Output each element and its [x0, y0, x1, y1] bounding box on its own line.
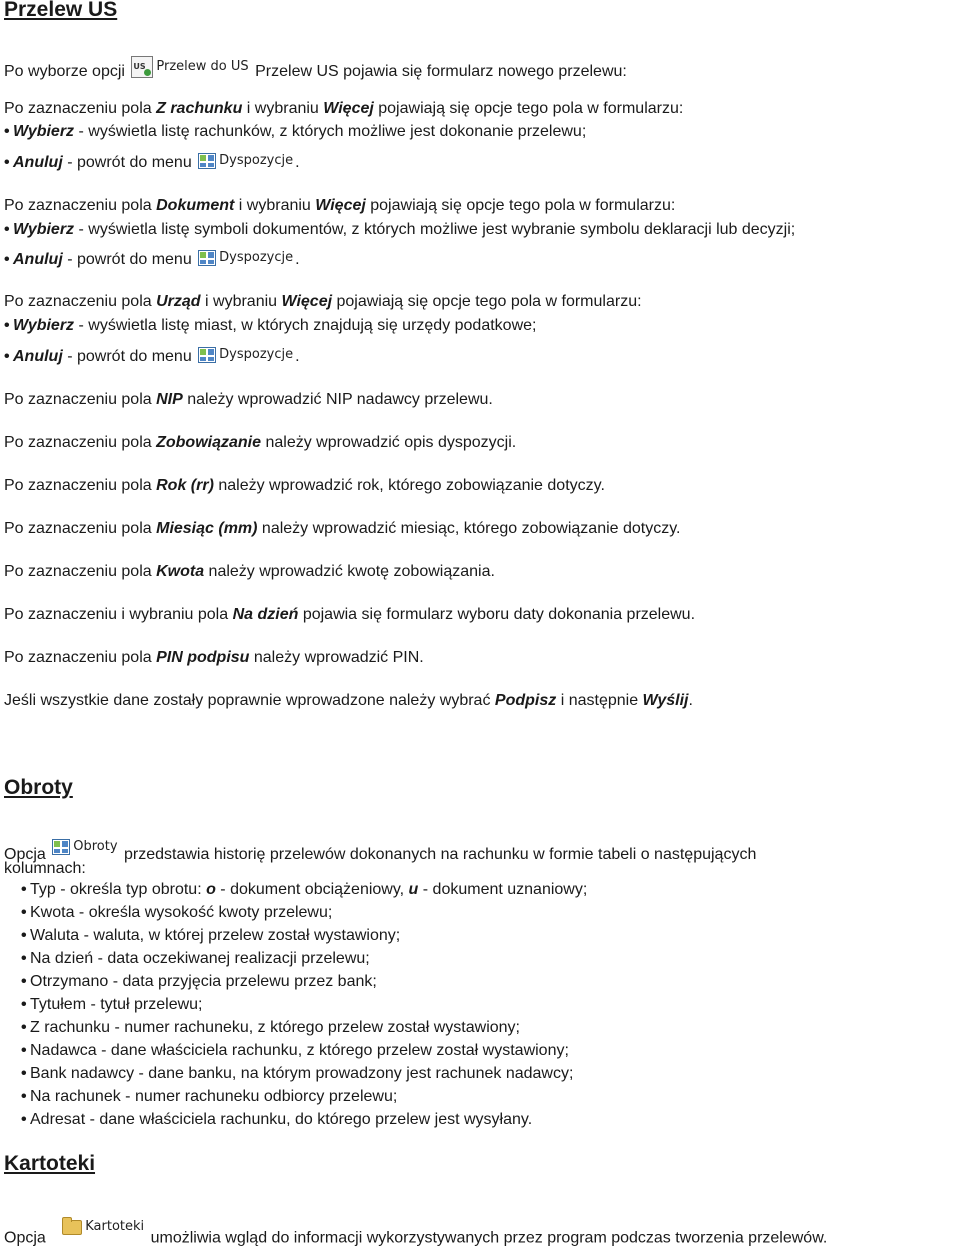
bullet-icon: • [21, 1065, 27, 1082]
anuluj-option: Anuluj [13, 154, 63, 171]
field-name: NIP [156, 391, 183, 408]
type-code-u: u [408, 881, 419, 898]
text: należy wprowadzić NIP nadawcy przelewu. [182, 391, 493, 408]
text: Po zaznaczeniu pola [4, 197, 157, 214]
text: pojawia się formularz wyboru daty dokonania przelewu. [298, 606, 696, 623]
list-item [21, 903, 332, 923]
text: przedstawia historię przelewów dokonanych na rachunku w formie tabeli o następujących [124, 846, 757, 863]
list-item [21, 880, 587, 900]
field-name: PIN podpisu [156, 649, 250, 666]
text: należy wprowadzić rok, którego zobowiązanie dotyczy. [213, 477, 605, 494]
kartoteki-label: Kartoteki [85, 1219, 145, 1234]
bullet-icon: • [4, 348, 10, 365]
wiecej-option: Więcej [281, 293, 333, 310]
list-item [21, 995, 203, 1015]
list-item [4, 247, 300, 270]
text: . [688, 692, 693, 709]
text: należy wprowadzić PIN. [249, 649, 424, 666]
list-item [4, 316, 536, 336]
text: i wybraniu [242, 100, 324, 117]
list-item [21, 1064, 573, 1084]
bullet-icon: • [4, 221, 10, 238]
list-item [21, 1110, 532, 1130]
text: - powrót do menu [62, 251, 192, 268]
bullet-icon: • [21, 950, 27, 967]
dokument-paragraph [4, 196, 675, 216]
type-code-o: o [206, 881, 216, 898]
dyspozycje-menu-button[interactable] [196, 247, 295, 269]
dyspozycje-label: Dyspozycje [219, 347, 294, 362]
text: Po zaznaczeniu pola [4, 100, 157, 117]
nip-paragraph [4, 390, 493, 410]
bullet-icon: • [21, 1042, 27, 1059]
list-item [21, 949, 370, 969]
list-item [21, 926, 400, 946]
list-item [21, 1041, 569, 1061]
dispositions-icon [198, 153, 216, 169]
bullet-icon: • [4, 251, 10, 268]
rok-paragraph [4, 476, 605, 496]
dyspozycje-label: Dyspozycje [219, 153, 294, 168]
text: - wyświetla listę rachunków, z których możliwe jest dokonanie przelewu; [74, 123, 587, 140]
text: pojawiają się opcje tego pola w formularzu: [373, 100, 684, 117]
text: Bank nadawcy - dane banku, na którym prowadzony jest rachunek nadawcy; [30, 1065, 574, 1082]
text: Po zaznaczeniu pola [4, 391, 157, 408]
bullet-icon: • [21, 881, 27, 898]
dyspozycje-menu-button[interactable] [196, 150, 295, 172]
bullet-icon: • [21, 1019, 27, 1036]
bullet-icon: • [21, 904, 27, 921]
text: Waluta - waluta, w której przelew został wystawiony; [30, 927, 401, 944]
pin-paragraph [4, 648, 424, 668]
anuluj-option: Anuluj [13, 251, 63, 268]
text: pojawiają się opcje tego pola w formularzu: [332, 293, 642, 310]
text: Adresat - dane właściciela rachunku, do którego przelew jest wysyłany. [30, 1111, 533, 1128]
text: Na dzień - data oczekiwanej realizacji przelewu; [30, 950, 370, 967]
text: - dokument uznaniowy; [418, 881, 588, 898]
text: . [295, 251, 300, 268]
obroty-label: Obroty [73, 839, 118, 854]
podpisz-option: Podpisz [494, 692, 557, 709]
tax-transfer-icon [131, 56, 153, 78]
text: - powrót do menu [62, 154, 192, 171]
text: Po zaznaczeniu pola [4, 477, 157, 494]
final-paragraph [4, 691, 693, 711]
section-heading-kartoteki: Kartoteki [4, 1152, 96, 1175]
text: Po zaznaczeniu pola [4, 520, 157, 537]
field-name: Dokument [156, 197, 235, 214]
text: Po zaznaczeniu pola [4, 293, 157, 310]
text: . [295, 154, 300, 171]
urzad-paragraph [4, 292, 642, 312]
text: . [295, 348, 300, 365]
text: - wyświetla listę symboli dokumentów, z których możliwe jest wybranie symbolu deklaracji lub decyzji; [74, 221, 796, 238]
text: umożliwia wgląd do informacji wykorzystywanych przez program podczas tworzenia przelewów. [150, 1229, 828, 1247]
bullet-icon: • [21, 1111, 27, 1128]
text: Otrzymano - data przyjęcia przelewu przez bank; [30, 973, 377, 990]
intro-text-after: Przelew US pojawia się formularz nowego przelewu: [255, 63, 627, 80]
wyslij-option: Wyślij [642, 692, 689, 709]
bullet-icon: • [4, 317, 10, 334]
field-name: Rok (rr) [156, 477, 214, 494]
field-name: Z rachunku [156, 100, 243, 117]
wybierz-option: Wybierz [13, 317, 75, 334]
text: należy wprowadzić miesiąc, którego zobowiązanie dotyczy. [257, 520, 681, 537]
obroty-button[interactable] [50, 836, 119, 858]
przelew-do-us-label: Przelew do US [156, 59, 249, 74]
wybierz-option: Wybierz [13, 123, 75, 140]
list-item [4, 344, 300, 367]
text: pojawiają się opcje tego pola w formularzu: [365, 197, 676, 214]
text: Nadawca - dane właściciela rachunku, z którego przelew został wystawiony; [30, 1042, 569, 1059]
text: Kwota - określa wysokość kwoty przelewu; [30, 904, 333, 921]
text: - wyświetla listę miast, w których znajdują się urzędy podatkowe; [74, 317, 537, 334]
field-name: Urząd [156, 293, 201, 310]
bullet-icon: • [4, 123, 10, 140]
intro-paragraph [4, 56, 627, 82]
bullet-icon: • [21, 1088, 27, 1105]
text: Po zaznaczeniu pola [4, 649, 157, 666]
kartoteki-button[interactable] [60, 1216, 146, 1238]
text: Typ - określa typ obrotu: [30, 881, 207, 898]
list-item [21, 972, 377, 992]
text: Po zaznaczeniu pola [4, 563, 157, 580]
turnover-icon [52, 839, 70, 855]
text: i wybraniu [234, 197, 316, 214]
section-heading-przelew-us: Przelew US [4, 0, 118, 21]
wiecej-option: Więcej [315, 197, 366, 214]
dyspozycje-label: Dyspozycje [219, 250, 294, 265]
text: Jeśli wszystkie dane zostały poprawnie wprowadzone należy wybrać [4, 692, 495, 709]
section-heading-obroty: Obroty [4, 776, 73, 799]
na-dzien-paragraph [4, 605, 695, 625]
kartoteki-intro [4, 1216, 827, 1249]
miesiac-paragraph [4, 519, 681, 539]
field-name: Miesiąc (mm) [156, 520, 258, 537]
text: Tytułem - tytuł przelewu; [30, 996, 203, 1013]
text: Po zaznaczeniu i wybraniu pola [4, 606, 233, 623]
bullet-icon: • [21, 996, 27, 1013]
text: - dokument obciążeniowy, [215, 881, 409, 898]
text: Na rachunek - numer rachuneku odbiorcy przelewu; [30, 1088, 398, 1105]
dispositions-icon [198, 250, 216, 266]
intro-text-before: Po wyborze opcji [4, 63, 125, 80]
text: i następnie [556, 692, 643, 709]
bullet-icon: • [4, 154, 10, 171]
field-name: Na dzień [232, 606, 299, 623]
z-rachunku-paragraph [4, 99, 683, 119]
text: Opcja [4, 1229, 46, 1247]
dispositions-icon [198, 347, 216, 363]
wiecej-option: Więcej [323, 100, 374, 117]
przelew-do-us-button[interactable] [129, 56, 250, 78]
bullet-icon: • [21, 973, 27, 990]
kwota-paragraph [4, 562, 495, 582]
field-name: Zobowiązanie [156, 434, 262, 451]
text: Opcja [4, 846, 46, 863]
text: Po zaznaczeniu pola [4, 434, 157, 451]
list-item [21, 1087, 397, 1107]
text: Z rachunku - numer rachuneku, z którego przelew został wystawiony; [30, 1019, 520, 1036]
wybierz-option: Wybierz [13, 221, 75, 238]
text: - powrót do menu [62, 348, 192, 365]
list-item [4, 122, 586, 142]
dyspozycje-menu-button[interactable] [196, 344, 295, 366]
bullet-icon: • [21, 927, 27, 944]
folder-icon [62, 1220, 82, 1235]
anuluj-option: Anuluj [13, 348, 63, 365]
list-item [4, 150, 300, 173]
list-item [21, 1018, 520, 1038]
text: należy wprowadzić kwotę zobowiązania. [204, 563, 495, 580]
zobowiazanie-paragraph [4, 433, 516, 453]
list-item [4, 220, 795, 240]
field-name: Kwota [156, 563, 205, 580]
obroty-intro-line2: kolumnach: [4, 860, 86, 877]
text: i wybraniu [200, 293, 282, 310]
text: należy wprowadzić opis dyspozycji. [261, 434, 517, 451]
obroty-intro [4, 836, 756, 865]
